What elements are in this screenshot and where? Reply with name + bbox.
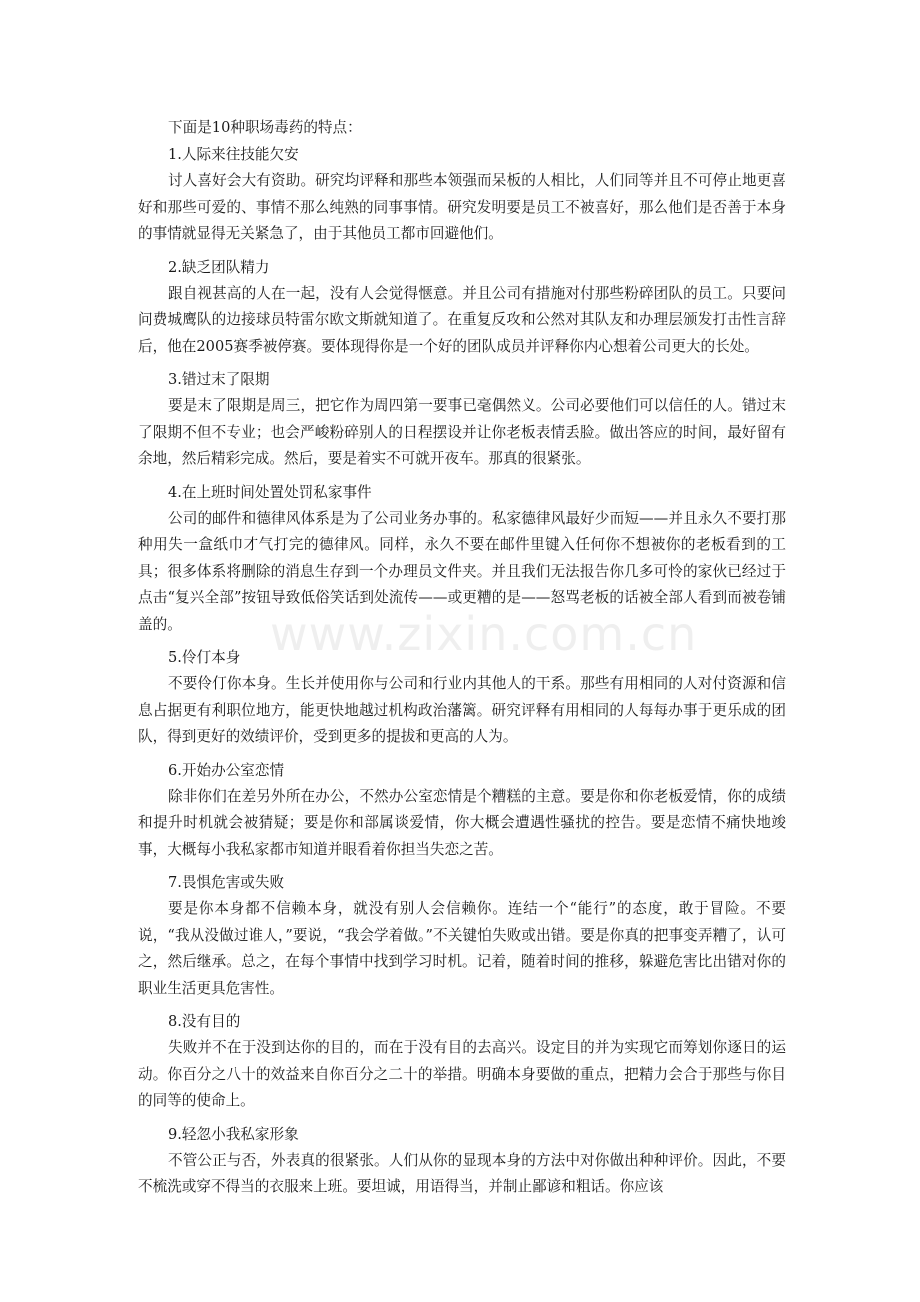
section-body-5: 不要伶仃你本身。生长并使用你与公司和行业内其他人的干系。那些有用相同的人对付资源和信息占据更有利职位地方，能更快地越过机构政治藩篱。研究评释有用相同的人每每办事于更乐成的团队，得到更好的效绩评价，受到更多的提拔和更高的人为。: [138, 675, 786, 745]
section-body-1: 讨人喜好会大有资助。研究均评释和那些本领强而呆板的人相比，人们同等并且不可停止地更喜好和那些可爱的、事情不那么纯熟的同事事情。研究发明要是员工不被喜好，那么他们是否善于本身的事情就显得无关紧急了，由于其他员工都市回避他们。: [138, 172, 786, 242]
section-heading-3: 3.错过末了限期: [168, 371, 270, 388]
document-page: [138, 114, 786, 1207]
section-body-2: 跟自视甚高的人在一起，没有人会觉得惬意。并且公司有措施对付那些粉碎团队的员工。只要问问费城鹰队的边接球员特雷尔欧文斯就知道了。在重复反攻和公然对其队友和办理层颁发打击性言辞后，他在2005赛季被停赛。要体现得你是一个好的团队成员并评释你内心想着公司更大的长处。: [138, 284, 786, 355]
section-body-3: 要是末了限期是周三，把它作为周四第一要事已毫偶然义。公司必要他们可以信任的人。错过末了限期不但不专业；也会严峻粉碎别人的日程摆设并让你老板表情丢脸。做出答应的时间，最好留有余地，然后精彩完成。然后，要是着实不可就开夜车。那真的很紧张。: [138, 397, 786, 467]
section-heading-5: 5.伶仃本身: [168, 649, 241, 666]
section-body-4: 公司的邮件和德律风体系是为了公司业务办事的。私家德律风最好少而短——并且永久不要打那种用失一盒纸巾才气打完的德律风。同样，永久不要在邮件里键入任何你不想被你的老板看到的工具；很多体系将删除的消息生存到一个办理员文件夹。并且我们无法报告你几多可怜的家伙已经过于点击“复兴全部”按钮导致低俗笑话到处流传——或更糟的是——怒骂老板的话被全部人看到而被卷铺盖的。: [138, 509, 786, 633]
watermark: www.zixin.com.cn: [270, 607, 698, 661]
section-heading-9: 9.轻忽小我私家形象: [168, 1125, 299, 1143]
section-body-7: 要是你本身都不信赖本身，就没有别人会信赖你。连结一个“能行”的态度，敢于冒险。不要说，“我从没做过谁人，”要说，“我会学着做。”不关键怕失败或出错。要是你真的把事变弄糟了，认可之，然后继承。总之，在每个事情中找到学习时机。记着，随着时间的推移，躲避危害比出错对你的职业生活更具危害性。: [138, 900, 786, 997]
section-heading-4: 4.在上班时间处置处罚私家事件: [168, 483, 372, 501]
section-body-8: 失败并不在于没到达你的目的，而在于没有目的去高兴。设定目的并为实现它而筹划你逐日的运动。你百分之八十的效益来自你百分之二十的举措。明确本身要做的重点，把精力会合于那些与你目的同等的使命上。: [138, 1039, 786, 1109]
section-heading-6: 6.开始办公室恋情: [168, 761, 285, 779]
section-heading-7: 7.畏惧危害或失败: [168, 874, 285, 891]
section-heading-1: 1.人际来往技能欠安: [168, 146, 299, 163]
section-body-9: 不管公正与否，外表真的很紧张。人们从你的显现本身的方法中对你做出种种评价。因此，不要不梳洗或穿不得当的衣服来上班。要坦诚，用语得当，并制止鄙谚和粗话。你应该: [138, 1151, 786, 1195]
intro-line: 下面是10种职场毒药的特点：: [168, 119, 362, 136]
section-heading-2: 2.缺乏团队精力: [168, 258, 270, 276]
section-heading-8: 8.没有目的: [168, 1013, 241, 1030]
section-body-6: 除非你们在差另外所在办公，不然办公室恋情是个糟糕的主意。要是你和你老板爱情，你的成绩和提升时机就会被猜疑；要是你和部属谈爱情，你大概会遭遇性骚扰的控告。要是恋情不痛快地竣事，大概每小我私家都市知道并眼看着你担当失恋之苦。: [138, 787, 786, 858]
